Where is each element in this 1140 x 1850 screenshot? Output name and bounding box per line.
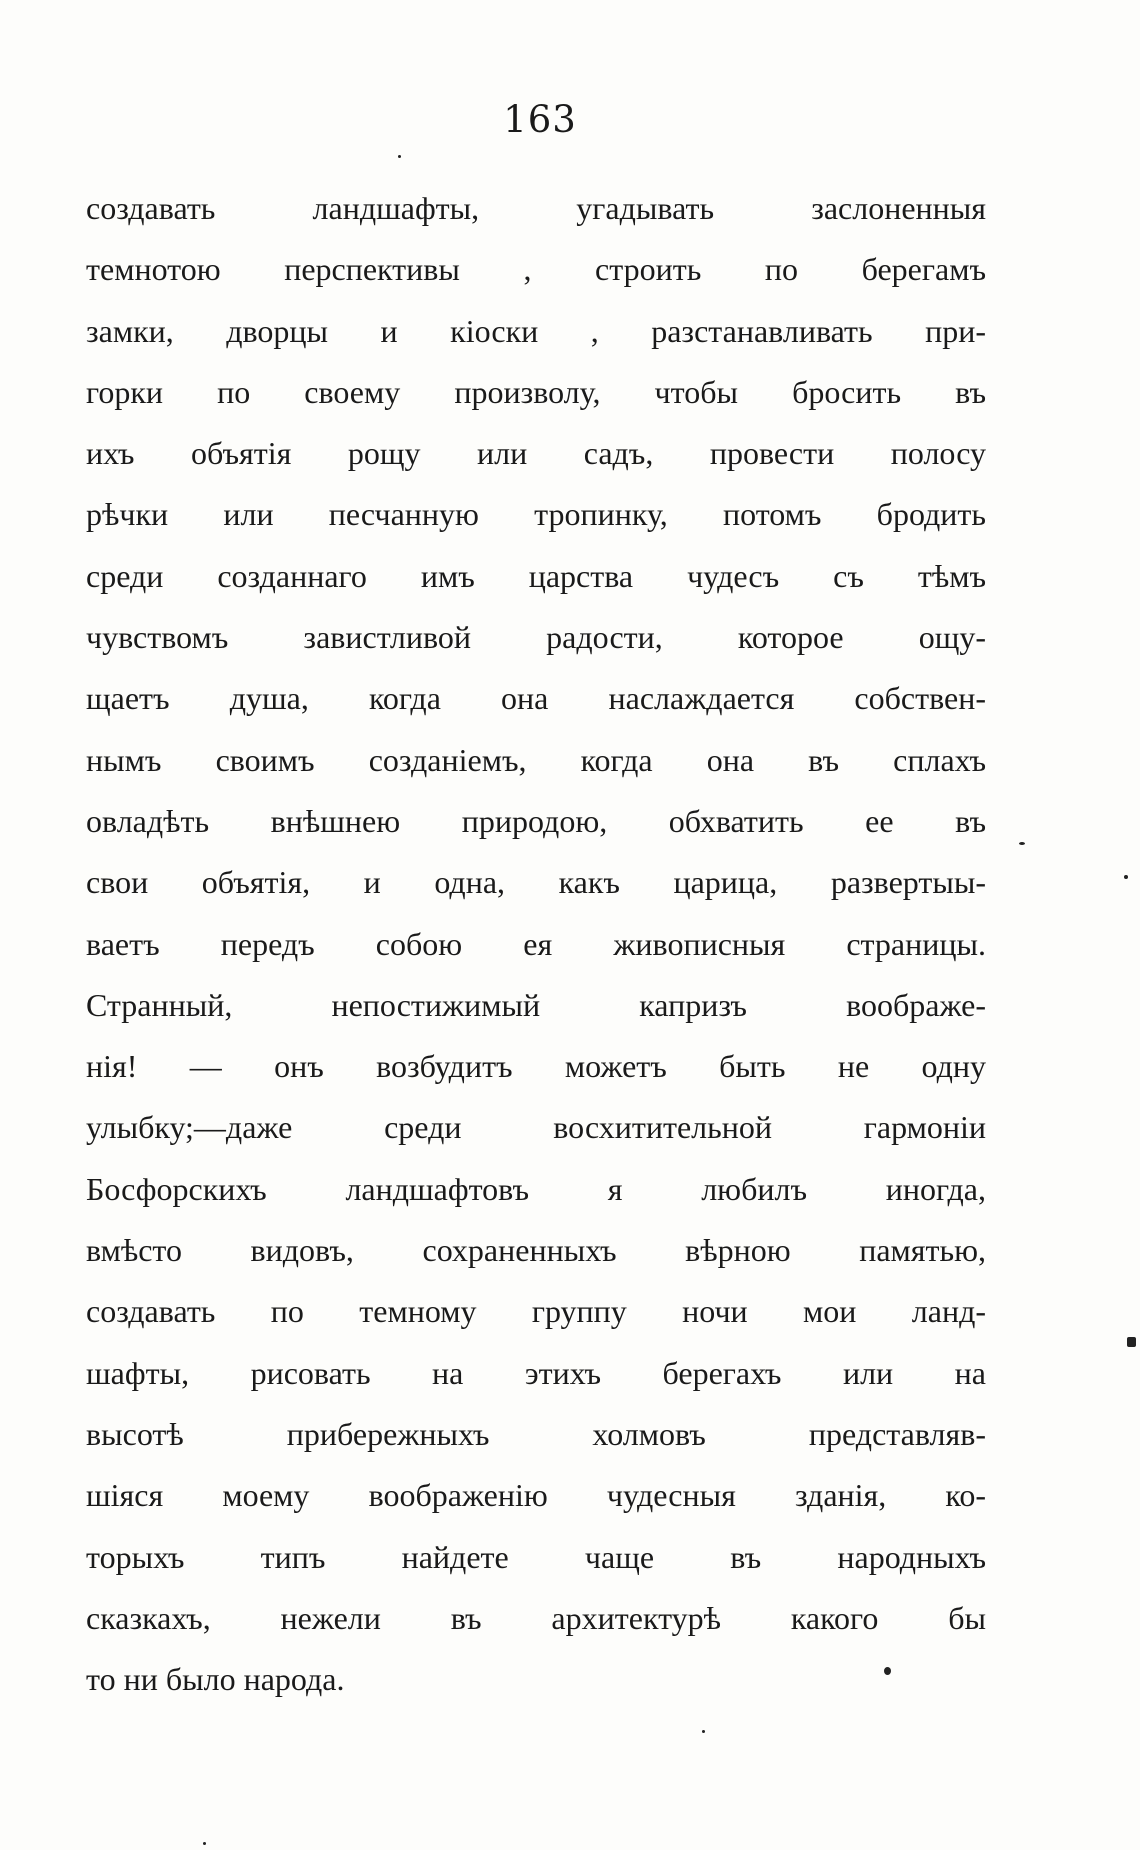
ink-speck — [1127, 1337, 1136, 1347]
text-line: овладѣть внѣшнею природою, обхватить ее въ — [86, 802, 986, 839]
text-line: сказкахъ, нежели въ архитектурѣ какого бы — [86, 1599, 986, 1636]
text-line: высотѣ прибережныхъ холмовъ представляв- — [86, 1415, 986, 1452]
text-line: создавать по темному группу ночи мои ланд- — [86, 1293, 986, 1330]
text-line: рѣчки или песчанную тропинку, потомъ бродить — [86, 496, 986, 533]
page-number: 163 — [503, 98, 577, 141]
ink-speck — [884, 1667, 891, 1675]
ink-speck — [398, 155, 401, 158]
text-line: горки по своему произволу, чтобы бросить въ — [86, 373, 986, 410]
text-line: Босфорскихъ ландшафтовъ я любилъ иногда, — [86, 1170, 986, 1207]
text-line: торыхъ типъ найдете чаще въ народныхъ — [86, 1538, 986, 1575]
ink-speck — [1019, 842, 1025, 845]
text-line: ихъ объятія рощу или садъ, провести полосу — [86, 435, 986, 472]
ink-speck — [1124, 875, 1128, 879]
text-line: Странный, непостижимый капризъ воображе- — [86, 986, 986, 1023]
text-line: улыбку;—даже среди восхитительной гармоніи — [86, 1109, 986, 1146]
text-line: ваетъ передъ собою ея живописныя страницы. — [86, 925, 986, 962]
text-line: среди созданнаго имъ царства чудесъ съ тѣмъ — [86, 557, 986, 594]
text-line: чувствомъ завистливой радости, которое ощу- — [86, 619, 986, 656]
body-text — [86, 178, 986, 1710]
text-line: создавать ландшафты, угадывать заслоненныя — [86, 190, 986, 226]
text-line: то ни было народа. — [86, 1661, 345, 1698]
text-line: вмѣсто видовъ, сохраненныхъ вѣрною памятью, — [86, 1232, 986, 1269]
text-line: шафты, рисовать на этихъ берегахъ или на — [86, 1354, 986, 1391]
ink-speck — [702, 1730, 705, 1733]
text-line: щаетъ душа, когда она наслаждается собствен- — [86, 680, 986, 717]
ink-speck — [203, 1842, 206, 1845]
text-line: нымъ своимъ созданіемъ, когда она въ сплахъ — [86, 741, 986, 778]
text-line: темнотою перспективы , строить по берегамъ — [86, 251, 986, 288]
text-line: шіяся моему воображенію чудесныя зданія, ко- — [86, 1477, 986, 1514]
text-line: замки, дворцы и кіоски , разстанавливать при- — [86, 312, 986, 349]
text-line: свои объятія, и одна, какъ царица, развертыы- — [86, 864, 986, 901]
text-line: нія! — онъ возбудитъ можетъ быть не одну — [86, 1048, 986, 1085]
